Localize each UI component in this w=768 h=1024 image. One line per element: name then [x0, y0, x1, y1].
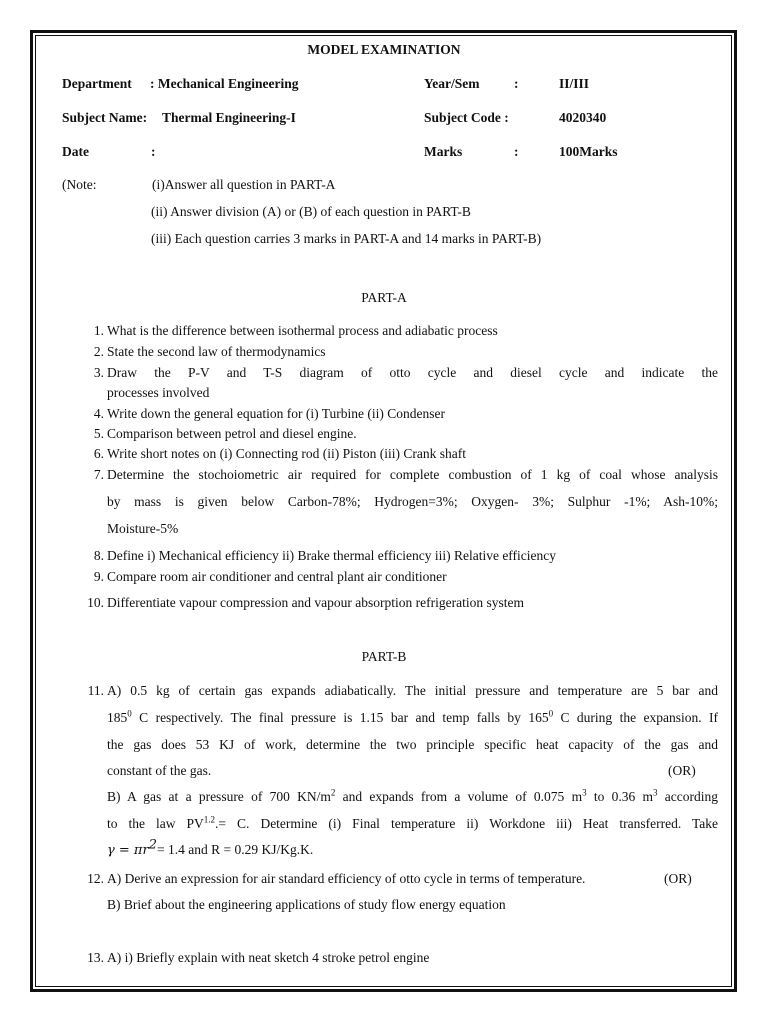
question-text: Determine the stochoiometric air required for complete combustion of 1 kg of coal whose analysis [107, 467, 718, 482]
question-11a-line: the gas does 53 KJ of work, determine the two principle specific heat capacity of the gas and [107, 737, 718, 752]
or-separator: (OR) [668, 763, 696, 778]
year-value: II/III [559, 76, 590, 91]
note-line: (iii) Each question carries 3 marks in PART-A and 14 marks in PART-B) [151, 231, 542, 246]
question-text-continued: processes involved [107, 385, 210, 400]
question-number: 8. [93, 548, 104, 563]
math-expression: γ = πr [107, 843, 149, 858]
question-text: Differentiate vapour compression and vapour absorption refrigeration system [107, 595, 524, 610]
question-number: 1. [93, 323, 104, 338]
question-12a-text: A) Derive an expression for air standard efficiency of otto cycle in terms of temperature. [107, 871, 586, 886]
subject-label: Subject Name: [62, 110, 148, 125]
question-number: 12. [87, 871, 104, 886]
question-11a-line: constant of the gas. [107, 763, 212, 778]
question-text: Comparison between petrol and diesel engine. [107, 426, 357, 441]
date-colon: : [151, 144, 156, 159]
question-number: 10. [87, 595, 104, 610]
question-number: 11. [87, 683, 104, 698]
marks-label: Marks [424, 144, 463, 159]
department-value: : Mechanical Engineering [150, 76, 299, 91]
question-11b-line: to the law $PV^{1.2}.= C$. Determine (i) Final temperature ii) Workdone iii) Heat transferred. Take [107, 814, 719, 831]
question-text: Compare room air conditioner and central plant air conditioner [107, 569, 447, 584]
part-a-heading: PART-A [361, 290, 407, 305]
question-11a-line: A) 0.5 kg of certain gas expands adiabatically. The initial pressure and temperature are 5 bar and [107, 683, 718, 698]
question-number: 7. [93, 467, 104, 482]
question-12b-text: B) Brief about the engineering applications of study flow energy equation [107, 897, 506, 912]
question-number: 5. [93, 426, 104, 441]
part-b-heading: PART-B [361, 649, 407, 664]
code-label: Subject Code : [424, 110, 509, 125]
question-number: 2. [93, 344, 104, 359]
question-text: Define i) Mechanical efficiency ii) Brake thermal efficiency iii) Relative efficiency [107, 548, 557, 563]
question-text: What is the difference between isothermal process and adiabatic process [107, 323, 498, 338]
exam-title: MODEL EXAMINATION [307, 42, 461, 57]
question-11b-line: B) A gas at a pressure of 700 $KN/m^2$ and expands from a volume of 0.075 $m^3$ to 0.36 $m^3$ according [107, 787, 719, 804]
question-text: Draw the P-V and T-S diagram of otto cycle and diesel cycle and indicate the [107, 365, 718, 380]
note-line: (i)Answer all question in PART-A [152, 177, 336, 192]
question-text: Write short notes on (i) Connecting rod (ii) Piston (iii) Crank shaft [107, 446, 467, 461]
question-number: 6. [93, 446, 104, 461]
question-text-continued: by mass is given below Carbon-78%; Hydrogen=3%; Oxygen- 3%; Sulphur -1%; Ash-10%; [107, 494, 718, 509]
marks-colon: : [514, 144, 519, 159]
question-number: 9. [93, 569, 104, 584]
question-13a-text: A) i) Briefly explain with neat sketch 4 stroke petrol engine [107, 950, 430, 965]
question-text: State the second law of thermodynamics [107, 344, 326, 359]
question-11a-line: $185^0$ C respectively. The final pressure is 1.15 bar and temp falls by $165^0$ C during the expansion. If [107, 708, 718, 725]
department-label: Department [62, 76, 132, 91]
question-text: Write down the general equation for (i) Turbine (ii) Condenser [107, 406, 445, 421]
note-line: (ii) Answer division (A) or (B) of each question in PART-B [151, 204, 471, 219]
question-text-continued: Moisture-5% [107, 521, 179, 536]
year-colon: : [514, 76, 519, 91]
question-number: 4. [93, 406, 104, 421]
note-label: (Note: [62, 177, 97, 192]
marks-value: 100Marks [559, 144, 618, 159]
question-11b-line: $\gamma = \pi r^2= 1.4$ and R = 0.29 KJ/Kg.K. [107, 837, 314, 858]
subject-value: Thermal Engineering-I [162, 110, 296, 125]
question-number: 13. [87, 950, 104, 965]
or-separator: (OR) [664, 871, 692, 886]
date-label: Date [62, 144, 89, 159]
code-value: 4020340 [559, 110, 607, 125]
question-number: 3. [93, 365, 104, 380]
year-label: Year/Sem [424, 76, 480, 91]
